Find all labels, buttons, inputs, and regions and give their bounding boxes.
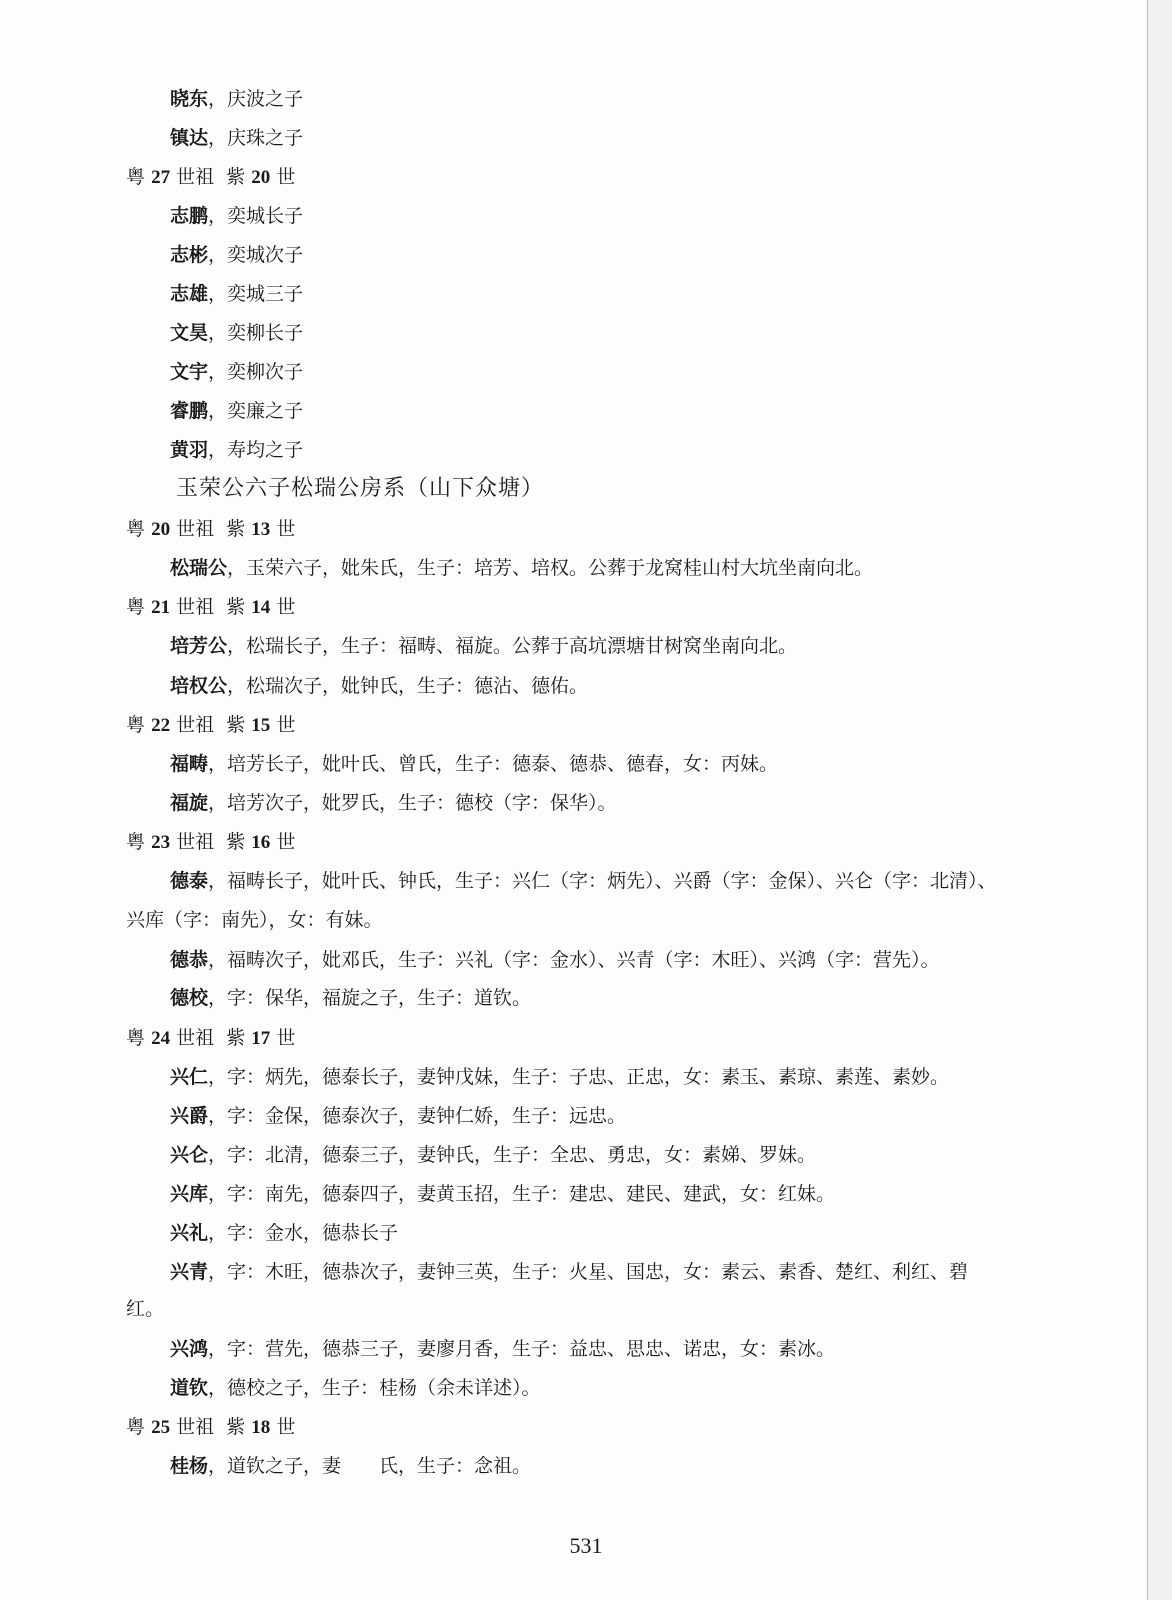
gen-suffix-alt: 世: [276, 1027, 296, 1049]
genealogy-entry: [0, 673, 1142, 699]
entry-text: ，奕城三子: [208, 283, 304, 305]
entry-text: ，玉荣六子，妣朱氏，生子：培芳、培权。公葬于龙窝桂山村大坑坐南向北。: [227, 557, 874, 579]
gen-branch: 紫: [226, 166, 246, 188]
gen-suffix: 世祖: [176, 166, 215, 188]
generation-header: [0, 516, 1142, 543]
entry-text: ，松瑞长子，生子：福畴、福旋。公葬于高坑漂塘甘树窝坐南向北。: [227, 635, 798, 657]
genealogy-entry: [0, 751, 1142, 777]
genealogy-entry: [0, 555, 1142, 581]
gen-number-alt: 18: [251, 1417, 271, 1438]
person-name: 兴鸿: [170, 1338, 209, 1360]
person-name: 福畴: [170, 753, 209, 775]
genealogy-entry: [0, 1453, 1142, 1479]
entry-text: ，福畴长子，妣叶氏、钟氏，生子：兴仁（字：炳先）、兴爵（字：金保）、兴仑（字：北清）、: [208, 870, 997, 892]
gen-branch: 紫: [226, 1027, 246, 1049]
genealogy-entry: [0, 947, 1142, 973]
entry-text: ，奕柳次子: [208, 361, 304, 383]
gen-suffix: 世祖: [176, 1416, 215, 1438]
gen-space: [214, 596, 226, 618]
gen-number-alt: 13: [251, 519, 271, 540]
gen-suffix: 世祖: [176, 596, 215, 618]
genealogy-entry: [0, 1259, 1142, 1285]
generation-header: [0, 164, 1142, 191]
person-name: 文昊: [170, 322, 209, 344]
person-name: 兴仁: [170, 1066, 209, 1088]
gen-space: [214, 518, 226, 540]
genealogy-entry: [0, 1220, 1142, 1246]
entry-text: ，培芳次子，妣罗氏，生子：德校（字：保华）。: [208, 792, 617, 814]
person-name: 德校: [170, 987, 209, 1009]
entry-text: ，字：营先，德恭三子，妻廖月香，生子：益忠、思忠、诺忠，女：素冰。: [208, 1338, 836, 1360]
entry-text: ，寿均之子: [208, 439, 304, 461]
generation-header: [0, 829, 1142, 856]
gen-branch: 紫: [226, 714, 246, 736]
gen-space: [214, 831, 226, 853]
entry-text: ，字：炳先，德泰长子，妻钟戊妹，生子：子忠、正忠，女：素玉、素琼、素莲、素妙。: [208, 1066, 950, 1088]
person-name: 兴爵: [170, 1105, 209, 1127]
person-name: 培权公: [170, 675, 228, 697]
genealogy-entry: [0, 281, 1142, 307]
genealogy-entry: [0, 437, 1142, 463]
entry-text: ，德校之子，生子：桂杨（余未详述）。: [208, 1377, 541, 1399]
gen-prefix: 粤: [126, 714, 146, 736]
gen-suffix: 世祖: [176, 1027, 215, 1049]
person-name: 文宇: [170, 361, 209, 383]
generation-header: [0, 594, 1142, 621]
entry-text: ，奕城次子: [208, 244, 304, 266]
person-name: 镇达: [170, 127, 209, 149]
genealogy-entry: [0, 86, 1142, 112]
entry-text: ，庆珠之子: [208, 127, 304, 149]
person-name: 松瑞公: [170, 557, 228, 579]
gen-number: 22: [151, 715, 171, 736]
genealogy-entry: [0, 1103, 1142, 1129]
entry-continuation: 兴库（字：南先），女：有妹。: [126, 909, 383, 931]
person-name: 兴礼: [170, 1222, 209, 1244]
genealogy-entry: [0, 1181, 1142, 1207]
entry-text: ，字：北清，德泰三子，妻钟氏，生子：全忠、勇忠，女：素娣、罗妹。: [208, 1144, 817, 1166]
gen-suffix: 世祖: [176, 518, 215, 540]
person-name: 德恭: [170, 949, 209, 971]
gen-prefix: 粤: [126, 518, 146, 540]
entry-text: ，奕柳长子: [208, 322, 304, 344]
gen-number-alt: 14: [251, 597, 271, 618]
genealogy-entry: [0, 242, 1142, 268]
person-name: 睿鹏: [170, 400, 209, 422]
gen-branch: 紫: [226, 596, 246, 618]
person-name: 晓东: [170, 88, 209, 110]
entry-text: ，松瑞次子，妣钟氏，生子：德沾、德佑。: [227, 675, 589, 697]
gen-branch: 紫: [226, 1416, 246, 1438]
entry-text: ，奕廉之子: [208, 400, 304, 422]
gen-number: 21: [151, 597, 171, 618]
person-name: 志鹏: [170, 205, 209, 227]
generation-header: [0, 1025, 1142, 1052]
genealogy-entry: [0, 203, 1142, 229]
generation-header: [0, 712, 1142, 739]
gen-number: 23: [151, 832, 171, 853]
person-name: 兴仑: [170, 1144, 209, 1166]
person-name: 兴青: [170, 1261, 209, 1283]
genealogy-entry: [0, 125, 1142, 151]
entry-text: ，奕城长子: [208, 205, 304, 227]
gen-suffix-alt: 世: [276, 518, 296, 540]
genealogy-entry: [0, 1064, 1142, 1090]
gen-space: [214, 714, 226, 736]
gen-suffix-alt: 世: [276, 1416, 296, 1438]
gen-number: 20: [151, 519, 171, 540]
gen-prefix: 粤: [126, 166, 146, 188]
gen-number-alt: 17: [251, 1028, 271, 1049]
entry-continuation: 红。: [126, 1298, 165, 1320]
gen-suffix-alt: 世: [276, 166, 296, 188]
gen-number: 25: [151, 1417, 171, 1438]
gen-branch: 紫: [226, 518, 246, 540]
genealogy-entry: [0, 1142, 1142, 1168]
entry-text: ，字：金水，德恭长子: [208, 1222, 399, 1244]
genealogy-entry: [0, 868, 1142, 894]
genealogy-entry: [0, 398, 1142, 424]
gen-space: [214, 1416, 226, 1438]
entry-text: ，字：金保，德泰次子，妻钟仁娇，生子：远忠。: [208, 1105, 627, 1127]
branch-title: 玉荣公六子松瑞公房系（山下众塘）: [176, 476, 545, 501]
gen-number-alt: 20: [251, 167, 271, 188]
entry-text: ，字：南先，德泰四子，妻黄玉招，生子：建忠、建民、建武，女：红妹。: [208, 1183, 836, 1205]
gen-number-alt: 16: [251, 832, 271, 853]
genealogy-entry: [0, 633, 1142, 659]
person-name: 福旋: [170, 792, 209, 814]
person-name: 兴库: [170, 1183, 209, 1205]
gen-number: 27: [151, 167, 171, 188]
gen-suffix: 世祖: [176, 831, 215, 853]
gen-suffix-alt: 世: [276, 596, 296, 618]
person-name: 桂杨: [170, 1455, 209, 1477]
entry-text: ，字：保华，福旋之子，生子：道钦。: [208, 987, 532, 1009]
person-name: 志雄: [170, 283, 209, 305]
entry-text: ，庆波之子: [208, 88, 304, 110]
person-name: 道钦: [170, 1377, 209, 1399]
genealogy-entry: [0, 985, 1142, 1011]
person-name: 志彬: [170, 244, 209, 266]
genealogy-entry: [0, 790, 1142, 816]
gen-space: [214, 1027, 226, 1049]
gen-prefix: 粤: [126, 596, 146, 618]
gen-prefix: 粤: [126, 831, 146, 853]
page-number: 531: [569, 1533, 603, 1558]
gen-branch: 紫: [226, 831, 246, 853]
gen-space: [214, 166, 226, 188]
gen-prefix: 粤: [126, 1416, 146, 1438]
gen-suffix: 世祖: [176, 714, 215, 736]
person-name: 德泰: [170, 870, 209, 892]
entry-text: ，福畴次子，妣邓氏，生子：兴礼（字：金水）、兴青（字：木旺）、兴鸿（字：营先）。: [208, 949, 940, 971]
genealogy-entry: [0, 1375, 1142, 1401]
generation-header: [0, 1414, 1142, 1441]
entry-text: ，字：木旺，德恭次子，妻钟三英，生子：火星、国忠，女：素云、素香、楚红、利红、碧: [208, 1261, 969, 1283]
entry-text: ，培芳长子，妣叶氏、曾氏，生子：德泰、德恭、德春，女：丙妹。: [208, 753, 779, 775]
genealogy-entry: [0, 359, 1142, 385]
gen-prefix: 粤: [126, 1027, 146, 1049]
gen-number: 24: [151, 1028, 171, 1049]
gen-number-alt: 15: [251, 715, 271, 736]
person-name: 黄羽: [170, 439, 209, 461]
gen-suffix-alt: 世: [276, 714, 296, 736]
genealogy-entry: [0, 320, 1142, 346]
gen-suffix-alt: 世: [276, 831, 296, 853]
person-name: 培芳公: [170, 635, 228, 657]
genealogy-entry: [0, 1336, 1142, 1362]
entry-text: ，道钦之子，妻 氏，生子：念祖。: [208, 1455, 532, 1477]
